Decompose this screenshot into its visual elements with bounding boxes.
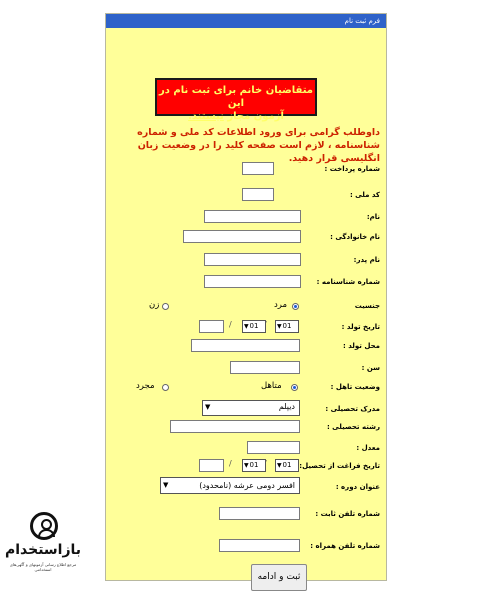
label-gender: جنسیت: [354, 302, 380, 310]
marital-single-radio[interactable]: [162, 384, 169, 391]
chevron-down-icon: ▼: [205, 403, 211, 411]
national-code-input[interactable]: [242, 188, 274, 201]
education-select[interactable]: [202, 400, 300, 416]
label-payment-no: شماره پرداخت :: [324, 165, 380, 173]
keyboard-notice: داوطلب گرامی برای ورود اطلاعات کد ملی و شماره شناسنامه ، لازم است صفحه کلید را در وضعیت زبان انگلیسی قرار دهید.: [137, 127, 380, 164]
label-last-name: نام خانوادگی :: [330, 233, 380, 241]
user-icon: [30, 512, 58, 540]
label-age: سن :: [361, 364, 380, 372]
course-select[interactable]: [160, 477, 300, 494]
field-of-study-input[interactable]: [170, 420, 300, 433]
marital-married-label: متاهل: [261, 381, 282, 391]
birth-year-input[interactable]: [199, 320, 224, 333]
label-first-name: نام:: [366, 213, 380, 221]
submit-continue-button[interactable]: ثبت و ادامه: [251, 564, 307, 591]
last-name-input[interactable]: [183, 230, 301, 243]
warning-line-2-underlined: نیستند.: [188, 111, 224, 122]
label-field-of-study: رشته تحصیلی :: [326, 423, 380, 431]
chevron-down-icon: ▼: [244, 462, 249, 469]
grad-day-value: 01: [282, 461, 292, 469]
grad-day-select[interactable]: [275, 459, 299, 472]
first-name-input[interactable]: [204, 210, 301, 223]
label-average: معدل :: [356, 444, 380, 452]
watermark-logo: [4, 512, 82, 582]
birth-day-value: 01: [282, 322, 292, 330]
label-id-no: شماره شناسنامه :: [316, 278, 380, 286]
grad-month-select[interactable]: [242, 459, 266, 472]
chevron-down-icon: ▼: [244, 323, 249, 330]
payment-no-input[interactable]: [242, 162, 274, 175]
birth-month-value: 01: [249, 322, 259, 330]
label-marital: وضعیت تاهل :: [330, 383, 380, 391]
date-separator: /: [229, 459, 232, 468]
label-course: عنوان دوره :: [335, 483, 380, 491]
chevron-down-icon: ▼: [277, 462, 282, 469]
label-national-code: کد ملی :: [349, 191, 380, 199]
label-grad-date: تاریخ فراغت از تحصیل:: [299, 462, 380, 470]
gender-male-radio[interactable]: [292, 303, 299, 310]
label-mobile: شماره تلفن همراه :: [310, 542, 380, 550]
logo-text: بازاستخدام: [4, 542, 82, 558]
birth-day-select[interactable]: [275, 320, 299, 333]
marital-married-radio[interactable]: [291, 384, 298, 391]
date-separator: /: [229, 320, 232, 329]
logo-subtext: مرجع اطلاع رسانی آزمونهای و آگهی‌های استخدامی: [9, 562, 77, 572]
window-title: فرم ثبت نام: [106, 14, 386, 28]
label-education: مدرک تحصیلی :: [325, 405, 380, 413]
id-no-input[interactable]: [204, 275, 301, 288]
birth-place-input[interactable]: [191, 339, 300, 352]
marital-single-label: مجرد: [136, 381, 155, 391]
label-birth-place: محل تولد :: [343, 342, 380, 350]
warning-line-2-prefix: آزمون مجاز: [223, 111, 284, 122]
chevron-down-icon: ▼: [277, 323, 282, 330]
warning-line-1: متقاضیان خانم برای ثبت نام در این: [159, 85, 313, 109]
gender-female-label: زن: [149, 300, 160, 310]
female-warning-box: [155, 78, 317, 122]
label-phone: شماره تلفن ثابت :: [315, 510, 380, 518]
birth-month-select[interactable]: [242, 320, 266, 333]
registration-window: [105, 13, 387, 581]
grad-month-value: 01: [249, 461, 259, 469]
mobile-input[interactable]: [219, 539, 300, 552]
gender-female-radio[interactable]: [162, 303, 169, 310]
warning-line-2: [157, 110, 315, 123]
label-birth-date: تاریخ تولد :: [341, 323, 380, 331]
average-input[interactable]: [247, 441, 300, 454]
course-value: افسر دومی عرشه (نامحدود): [199, 481, 295, 490]
grad-year-input[interactable]: [199, 459, 224, 472]
father-name-input[interactable]: [204, 253, 301, 266]
label-father-name: نام پدر:: [353, 256, 380, 264]
age-input[interactable]: [230, 361, 300, 374]
gender-male-label: مرد: [274, 300, 288, 310]
phone-input[interactable]: [219, 507, 300, 520]
education-value: دیپلم: [278, 402, 295, 411]
chevron-down-icon: ▼: [163, 481, 169, 489]
